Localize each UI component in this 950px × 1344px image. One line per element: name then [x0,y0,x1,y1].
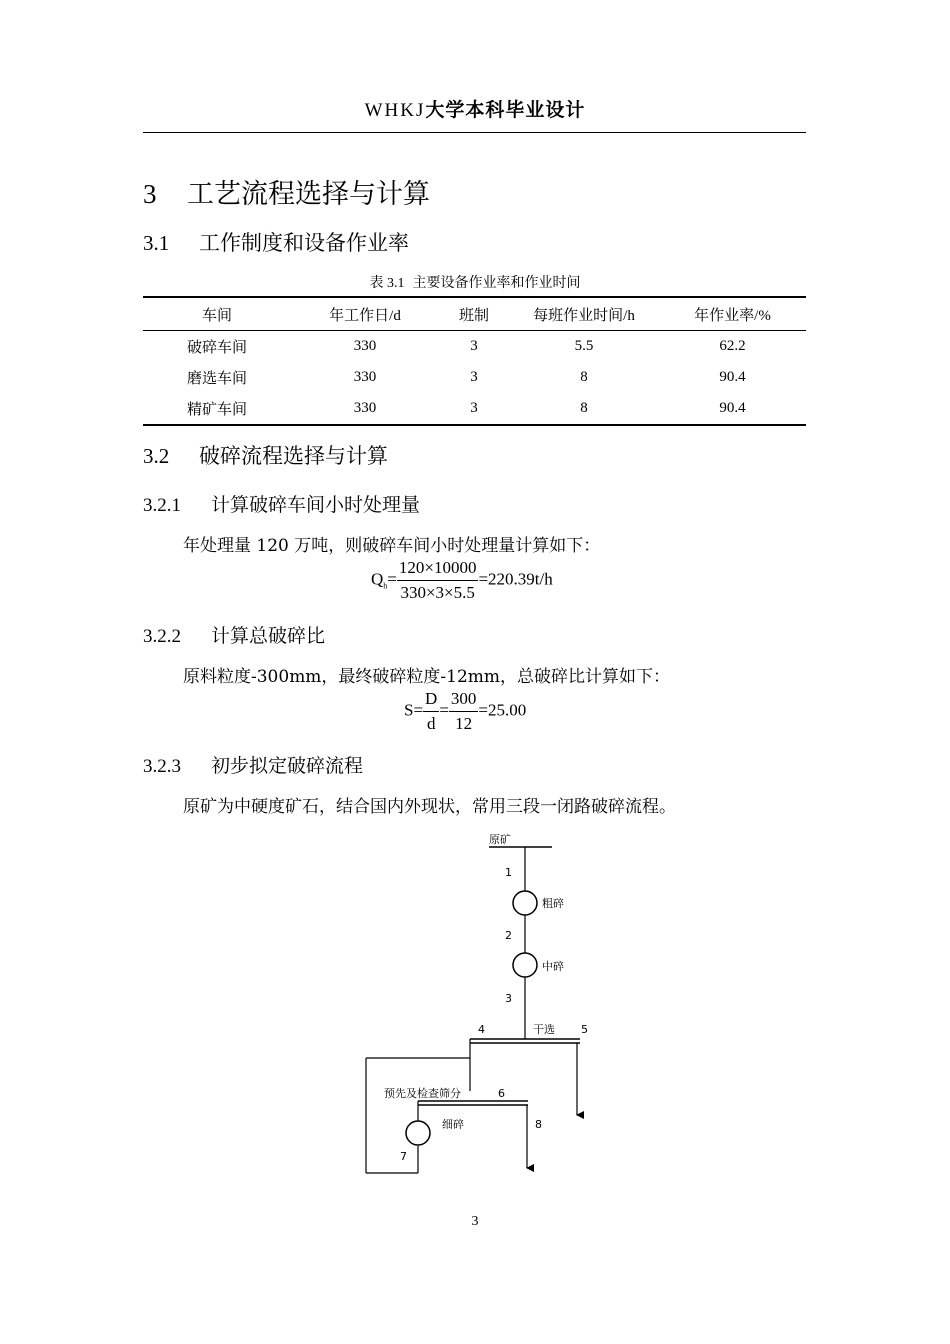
stream-number: 5 [581,1023,588,1036]
formula-result: =220.39t/h [478,569,553,589]
chapter-heading [143,172,430,211]
formula-fraction [423,689,439,734]
crushing-flowsheet-diagram [340,825,600,1180]
formula-reduction-ratio [404,689,526,734]
table-cell: 5.5 [574,338,594,354]
section-title: 破碎流程选择与计算 [199,444,388,468]
section-title: 初步拟定破碎流程 [211,755,364,777]
section-title: 工作制度和设备作业率 [199,231,409,255]
stream-number: 3 [505,992,512,1005]
running-header-cjk: 大学本科毕业设计 [425,99,586,121]
paragraph-throughput: 年处理量 120 万吨，则破碎车间小时处理量计算如下： [183,536,601,556]
formula-lhs: S= [404,700,424,720]
section-title: 计算破碎车间小时处理量 [211,494,421,516]
table-cell: 330 [353,369,377,385]
section-3-1-heading [143,227,409,257]
formula-numerator: D [423,689,439,712]
column-header: 每班作业时间/h [533,307,635,324]
formula-equals: = [387,569,397,589]
table-cell: 90.4 [719,400,746,416]
table-row [143,393,806,425]
page-number: 3 [471,1214,479,1229]
column-header: 车间 [201,307,232,324]
fine-crusher-symbol [406,1121,430,1145]
medium-crusher-symbol [513,953,537,977]
chapter-title: 工艺流程选择与计算 [187,179,430,210]
table-caption [0,272,950,292]
screening-label: 预先及检查筛分 [384,1087,461,1100]
formula-numerator: 120×10000 [397,558,479,581]
table-cell: 3 [470,338,478,354]
section-number: 3.2 [143,444,170,468]
stream-number: 2 [505,929,512,942]
running-header-latin: WHKJ [364,100,426,121]
table-cell: 3 [470,369,478,385]
table-caption-title: 主要设备作业率和作业时间 [412,275,581,291]
section-number: 3.2.3 [143,756,181,777]
table-cell: 90.4 [719,369,746,385]
stream-number: 4 [478,1023,485,1036]
table-cell: 破碎车间 [186,340,247,356]
fine-crusher-label: 细碎 [442,1118,464,1131]
equipment-operation-table [143,296,806,426]
formula-result: =25.00 [478,700,527,720]
table-cell: 8 [580,369,588,385]
section-title: 计算总破碎比 [211,625,326,647]
column-header: 年作业率/% [694,307,771,324]
table-cell: 330 [353,338,377,354]
formula-hourly-throughput [371,558,553,603]
section-number: 3.2.1 [143,495,181,516]
column-header: 年工作日/d [329,307,401,324]
formula-lhs-subscript: h [383,581,388,591]
stream-number: 6 [498,1087,505,1100]
stream-number: 8 [535,1118,542,1131]
coarse-crusher-symbol [513,891,537,915]
running-header [0,95,950,122]
table-cell: 8 [580,400,588,416]
section-3-2-1-heading [143,490,420,517]
section-3-2-3-heading [143,751,363,778]
section-number: 3.2.2 [143,626,181,647]
table-cell: 330 [353,400,377,416]
table-cell: 精矿车间 [186,402,247,418]
formula-equals: = [439,700,449,720]
header-rule [143,132,806,133]
formula-numerator: 300 [449,689,479,712]
column-header: 班制 [458,307,489,324]
formula-denominator: 12 [455,714,473,733]
table-row [143,362,806,393]
table-header-row [143,297,806,331]
coarse-crusher-label: 粗碎 [542,897,564,910]
formula-fraction [397,558,479,603]
stream-number: 7 [400,1150,407,1163]
dry-screen-label: 干选 [533,1023,555,1036]
medium-crusher-label: 中碎 [542,960,564,973]
formula-denominator: d [426,714,436,733]
section-number: 3.1 [143,231,170,255]
table-caption-number: 表 3.1 [369,276,405,291]
paragraph-flow-selection: 原矿为中硬度矿石，结合国内外现状，常用三段一闭路破碎流程。 [183,797,676,817]
formula-lhs: Q [371,569,384,589]
section-3-2-2-heading [143,621,325,648]
formula-fraction [449,689,479,734]
table-cell: 3 [470,400,478,416]
formula-denominator: 330×3×5.5 [400,583,475,602]
feed-label: 原矿 [489,833,511,846]
chapter-number: 3 [143,179,157,209]
table-cell: 62.2 [719,338,746,354]
section-3-2-heading [143,440,388,470]
table-cell: 磨选车间 [186,371,247,387]
table-row [143,331,806,363]
stream-number: 1 [505,866,512,879]
paragraph-reduction-ratio: 原料粒度-300mm，最终破碎粒度-12mm，总破碎比计算如下： [183,667,671,687]
